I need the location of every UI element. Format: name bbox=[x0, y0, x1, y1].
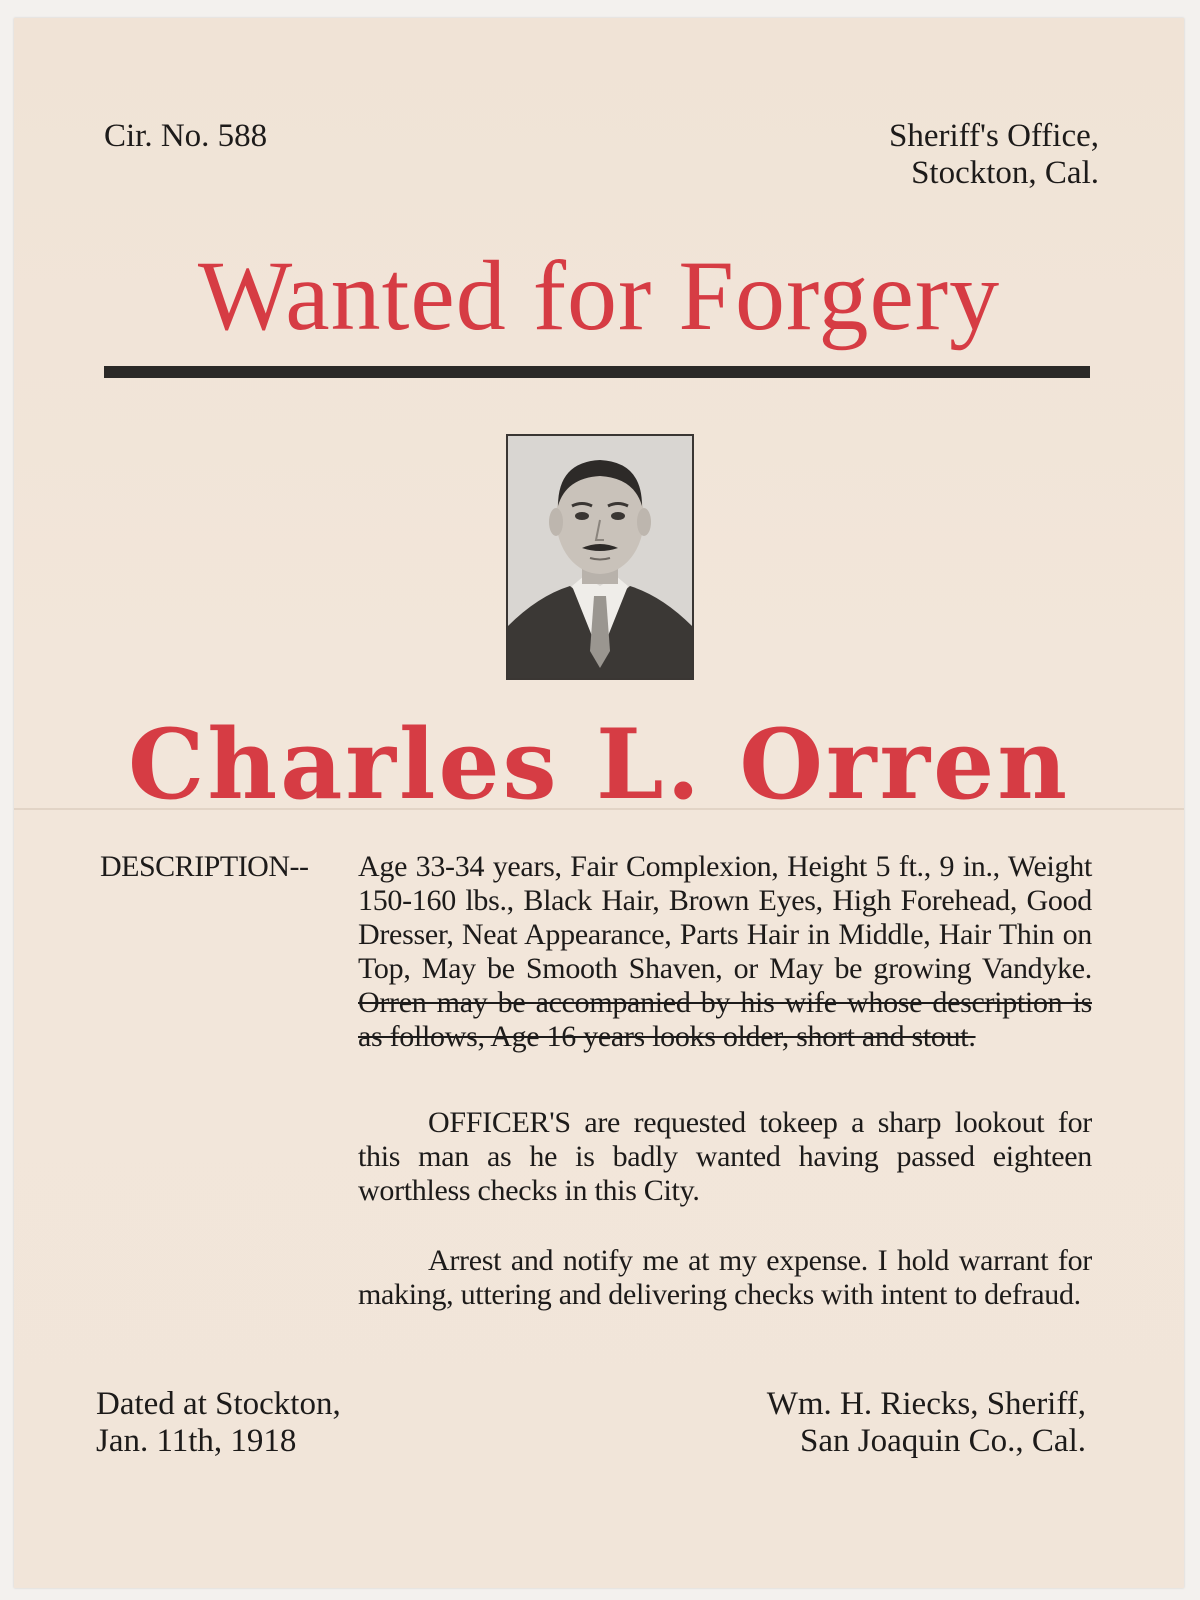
suspect-photo bbox=[506, 434, 694, 680]
dated-line-2: Jan. 11th, 1918 bbox=[96, 1423, 297, 1459]
sheriff-office-address bbox=[889, 118, 1099, 192]
dated-line-1: Dated at Stockton, bbox=[96, 1386, 341, 1422]
dated-block bbox=[96, 1386, 341, 1460]
sheriff-line-2: San Joaquin Co., Cal. bbox=[800, 1423, 1086, 1459]
arrest-paragraph: Arrest and notify me at my expense. I hold warrant for making, uttering and delivering checks with intent to defraud. bbox=[358, 1244, 1092, 1311]
description-label: DESCRIPTION-- bbox=[100, 850, 309, 883]
office-line-1: Sheriff's Office, bbox=[888, 118, 1099, 154]
office-line-2: Stockton, Cal. bbox=[911, 155, 1099, 191]
sheriff-line-1: Wm. H. Riecks, Sheriff, bbox=[766, 1386, 1086, 1422]
wanted-name: Charles L. Orren bbox=[128, 708, 1070, 821]
description-text bbox=[358, 850, 1092, 1054]
headline: Wanted for Forgery bbox=[197, 240, 1001, 351]
sheriff-signature-block bbox=[767, 1386, 1086, 1460]
officers-paragraph: OFFICER'S are requested tokeep a sharp lookout for this man as he is badly wanted having passed eighteen worthless checks in this City. bbox=[358, 1106, 1092, 1207]
portrait-illustration bbox=[508, 436, 692, 678]
struck-out-text: Orren may be accompanied by his wife whose description is as follows, Age 16 years looks older, short and stout. bbox=[358, 986, 1092, 1053]
description-details: Age 33-34 years, Fair Complexion, Height 5 ft., 9 in., Weight 150-160 lbs., Black Hair, Brown Eyes, High Forehead, Good Dresser, Neat Appearance, Parts Hair in Middle, Hair Thin on Top, May be Smooth Shaven, or May be growing Vandyke. bbox=[358, 850, 1092, 985]
headline-rule bbox=[104, 366, 1090, 378]
wanted-poster bbox=[14, 18, 1184, 1588]
circular-number: Cir. No. 588 bbox=[104, 118, 268, 154]
